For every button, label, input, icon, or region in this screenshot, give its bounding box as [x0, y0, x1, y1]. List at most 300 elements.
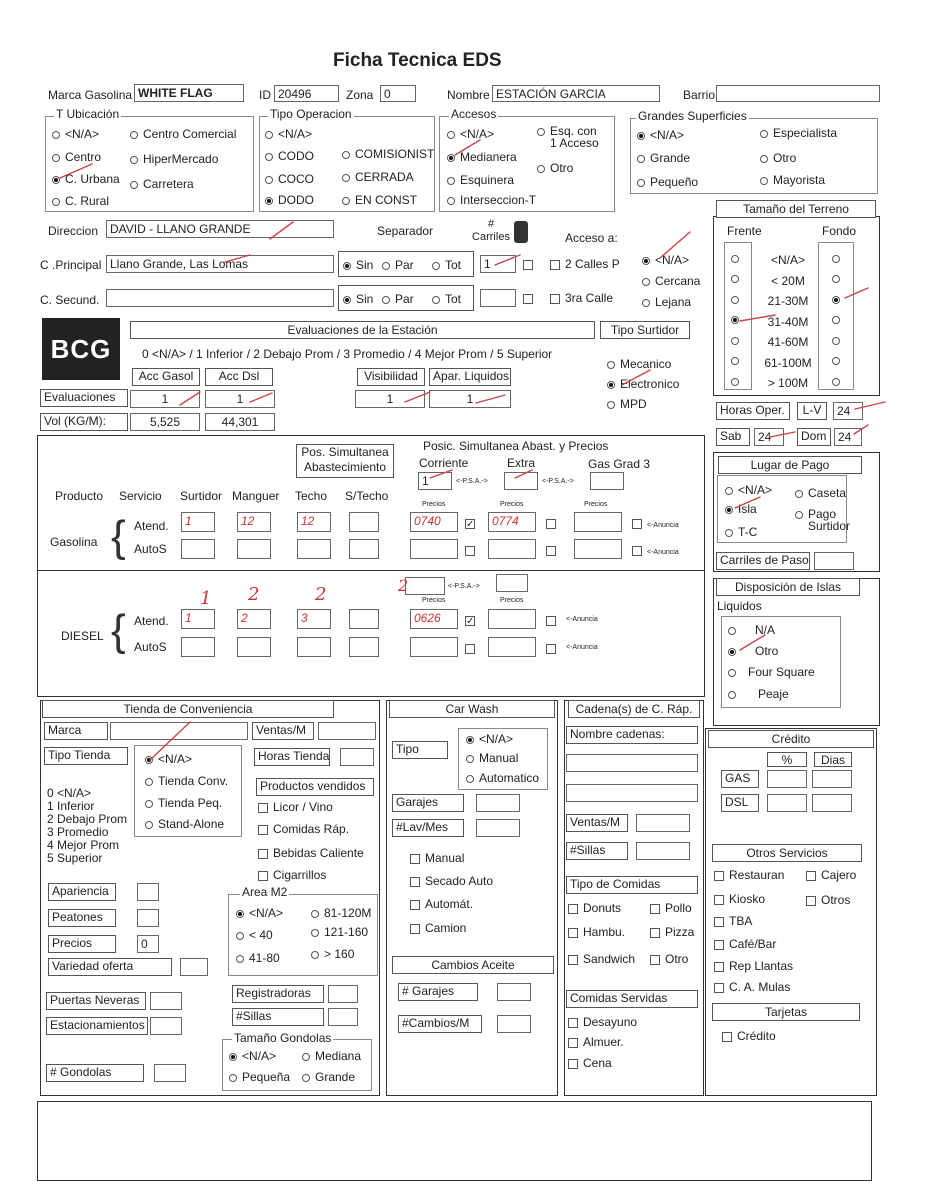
os-mulas[interactable]: C. A. Mulas — [714, 981, 790, 994]
price-check-2[interactable] — [546, 614, 561, 627]
cprincipal-label: C .Principal — [40, 258, 102, 272]
fuel-cell-2-0[interactable]: 1 — [181, 609, 215, 629]
checkbox-icon — [568, 1038, 578, 1048]
islas-peaje[interactable]: Peaje — [728, 688, 789, 701]
os-cajero[interactable]: Cajero — [806, 869, 856, 882]
cw-manual[interactable]: Manual — [466, 752, 518, 765]
acceso-na[interactable]: <N/A> — [642, 254, 689, 267]
radio-icon — [52, 198, 60, 206]
radio-icon — [302, 1074, 310, 1082]
tt-na[interactable]: <N/A> — [145, 753, 192, 766]
anuncia-label: <-Anuncia — [566, 616, 598, 623]
gond-pequena[interactable]: Pequeña — [229, 1071, 290, 1084]
fondo-radio-5[interactable] — [832, 355, 845, 368]
cambiosm-field[interactable] — [497, 1015, 531, 1033]
com-donuts[interactable]: Donuts — [568, 902, 621, 915]
bcg-logo: BCG — [42, 318, 120, 380]
price-check-1[interactable] — [465, 517, 480, 530]
fuel-cell-2-1[interactable]: 2 — [237, 609, 271, 629]
prod-bebidas[interactable]: Bebidas Caliente — [258, 847, 364, 860]
os-restauran[interactable]: Restauran — [714, 869, 784, 882]
gs-especialista[interactable]: Especialista — [760, 127, 837, 140]
fondo-radio-2[interactable] — [832, 293, 845, 306]
checkbox-icon — [410, 877, 420, 887]
ubic-centro-comercial[interactable]: Centro Comercial — [130, 128, 236, 141]
radio-icon — [130, 181, 138, 189]
estacionamientos-field[interactable] — [150, 1017, 182, 1035]
sab-label: Sab — [716, 428, 750, 446]
acceso-a-label: Acceso a: — [565, 231, 618, 245]
area-121[interactable]: 121-160 — [311, 926, 368, 939]
price-check-1[interactable] — [465, 544, 480, 557]
gas-label: GAS — [721, 770, 759, 788]
com-hambu[interactable]: Hambu. — [568, 926, 625, 939]
price-check-3[interactable]: <-Anuncia — [632, 517, 679, 530]
os-cafe[interactable]: Café/Bar — [714, 938, 776, 951]
acc-interseccion[interactable]: Interseccion-T — [447, 194, 536, 207]
price-field-1[interactable] — [410, 637, 458, 657]
price-check-2[interactable] — [546, 517, 561, 530]
zona-field[interactable]: 0 — [380, 85, 416, 102]
apar-field[interactable]: 1 — [429, 390, 511, 408]
radio-icon — [311, 951, 319, 959]
grandes-title: Grandes Superficies — [638, 109, 747, 123]
serv-almuer[interactable]: Almuer. — [568, 1036, 624, 1049]
radio-icon — [607, 361, 615, 369]
vol-gasol-field[interactable]: 5,525 — [130, 413, 200, 431]
price-field-2[interactable]: 0774 — [488, 512, 536, 532]
registradoras-field[interactable] — [328, 985, 358, 1003]
apariencia-label: Apariencia — [48, 883, 116, 901]
psa-2: <-P.S.A.-> — [542, 478, 574, 485]
checkbox-icon — [258, 803, 268, 813]
cs-carriles-field[interactable] — [480, 289, 516, 307]
fuel-cell-0-0[interactable]: 1 — [181, 512, 215, 532]
checkbox-icon — [546, 644, 556, 654]
serv-desayuno[interactable]: Desayuno — [568, 1016, 637, 1029]
islas-four-square[interactable]: Four Square — [728, 666, 815, 679]
os-tba[interactable]: TBA — [714, 915, 752, 928]
radio-icon — [130, 131, 138, 139]
fondo-radio-4[interactable] — [832, 334, 845, 347]
cadena-ventas-field[interactable] — [636, 814, 690, 832]
fondo-radio-3[interactable] — [832, 314, 845, 327]
frente-radio-1[interactable] — [731, 273, 744, 286]
area-160[interactable]: > 160 — [311, 948, 354, 961]
tt-peq[interactable]: Tienda Peq. — [145, 797, 222, 810]
area-81[interactable]: 81-120M — [311, 907, 371, 920]
oper-codo[interactable]: CODO — [265, 150, 314, 163]
checkbox-icon — [410, 854, 420, 864]
d-psa-val-field[interactable] — [405, 577, 445, 595]
cw-garajes-field[interactable] — [476, 794, 520, 812]
price-check-2[interactable] — [546, 642, 561, 655]
radio-icon — [795, 511, 803, 519]
radio-icon — [760, 155, 768, 163]
os-otros[interactable]: Otros — [806, 894, 850, 907]
checkbox-icon — [258, 871, 268, 881]
tt-conv[interactable]: Tienda Conv. — [145, 775, 228, 788]
gs-grande[interactable]: Grande — [637, 152, 690, 165]
radio-selected-icon — [607, 381, 615, 389]
price-check-2[interactable] — [546, 544, 561, 557]
acceso-cercana[interactable]: Cercana — [642, 275, 700, 288]
cp-2calles[interactable]: 2 Calles P — [550, 258, 620, 271]
fuel-cell-0-2[interactable]: 12 — [297, 512, 331, 532]
manguer-header: Manguer — [232, 489, 280, 503]
gond-mediana[interactable]: Mediana — [302, 1050, 361, 1063]
dsl-pct-field[interactable] — [767, 794, 807, 812]
prod-cigarrillos[interactable]: Cigarrillos — [258, 869, 326, 882]
fuel-cell-3-2[interactable] — [297, 637, 331, 657]
direccion-field[interactable]: DAVID - LLANO GRANDE — [106, 220, 334, 238]
fuel-cell-3-0[interactable] — [181, 637, 215, 657]
terreno-opt-label: 31-40M — [767, 314, 809, 329]
surt-electronico[interactable]: Electronico — [607, 378, 679, 391]
gondolas-label: # Gondolas — [46, 1064, 144, 1082]
radio-icon — [642, 278, 650, 286]
price-field-2[interactable] — [488, 609, 536, 629]
radio-icon — [607, 401, 615, 409]
radio-icon — [145, 778, 153, 786]
surt-mpd[interactable]: MPD — [607, 398, 647, 411]
marca-field[interactable]: WHITE FLAG — [134, 84, 244, 102]
radio-icon — [725, 487, 733, 495]
fondo-radio-6[interactable] — [832, 375, 845, 388]
traffic-light-icon — [514, 221, 528, 243]
d-precios-header-2: Precios — [500, 597, 524, 604]
checkbox-icon — [714, 983, 724, 993]
cadena-title: Cadena(s) de C. Ráp. — [568, 700, 700, 718]
acc-na[interactable]: <N/A> — [447, 128, 494, 141]
precios-field[interactable]: 0 — [137, 935, 159, 953]
sab-field[interactable]: 24 — [754, 428, 784, 446]
cw-chk-automat[interactable]: Automát. — [410, 898, 473, 911]
checkbox-icon — [650, 955, 660, 965]
fuel-cell-3-1[interactable] — [237, 637, 271, 657]
estacionamientos-label: Estacionamientos — [46, 1017, 148, 1035]
cw-na[interactable]: <N/A> — [466, 733, 513, 746]
acceso-lejana[interactable]: Lejana — [642, 296, 691, 309]
price-field-2[interactable] — [488, 637, 536, 657]
radio-selected-icon — [447, 154, 455, 162]
checkbox-icon — [714, 895, 724, 905]
fuel-cell-1-2[interactable] — [297, 539, 331, 559]
cs-check-1[interactable] — [523, 292, 538, 305]
islas-na[interactable]: N/A — [728, 624, 775, 637]
id-field[interactable]: 20496 — [274, 85, 339, 102]
radio-icon — [537, 128, 545, 136]
frente-radio-2[interactable] — [731, 293, 744, 306]
g-atend-label: Atend. — [134, 519, 169, 533]
carriles-label: # Carriles — [472, 218, 510, 243]
tt-standalone[interactable]: Stand-Alone — [145, 818, 224, 831]
fuel-cell-0-3[interactable] — [349, 512, 379, 532]
area-41[interactable]: 41-80 — [236, 952, 280, 965]
frente-radio-5[interactable] — [731, 355, 744, 368]
cs-3racalle[interactable]: 3ra Calle — [550, 292, 613, 305]
accesos-title: Accesos — [451, 107, 497, 121]
terreno-opt-label: 61-100M — [764, 355, 812, 370]
acc-medianera[interactable]: Medianera — [447, 151, 517, 164]
nombre-label: Nombre — [447, 88, 490, 102]
frente-radio-6[interactable] — [731, 375, 744, 388]
d-psa-field[interactable] — [496, 574, 528, 592]
cw-lavmes-field[interactable] — [476, 819, 520, 837]
cw-chk-camion[interactable]: Camion — [410, 922, 466, 935]
terreno-opt-label: 41-60M — [767, 335, 809, 349]
fuel-cell-1-3[interactable] — [349, 539, 379, 559]
cprincipal-field[interactable]: Llano Grande, Las Lomas — [106, 255, 334, 273]
price-field-2[interactable] — [488, 539, 536, 559]
radio-selected-icon — [343, 262, 351, 270]
radio-icon — [725, 529, 733, 537]
radio-icon — [130, 156, 138, 164]
cp-tot[interactable]: Tot — [432, 259, 461, 272]
notes-area[interactable] — [37, 1101, 872, 1181]
cs-sin[interactable]: Sin — [343, 293, 373, 306]
price-field-1[interactable]: 0740 — [410, 512, 458, 532]
tienda-ventas-field[interactable] — [318, 722, 376, 740]
oper-na[interactable]: <N/A> — [265, 128, 312, 141]
checkbox-icon — [714, 962, 724, 972]
frente-radio-4[interactable] — [731, 334, 744, 347]
price-field-3[interactable] — [574, 539, 622, 559]
acc-gasol-field[interactable]: 1 — [130, 390, 200, 408]
marca-label: Marca Gasolina — [48, 88, 133, 102]
extra-field[interactable] — [504, 472, 538, 490]
cp-check-1[interactable] — [523, 258, 538, 271]
cs-tot[interactable]: Tot — [432, 293, 461, 306]
horas-tienda-label: Horas Tienda — [254, 748, 330, 766]
fuel-cell-3-3[interactable] — [349, 637, 379, 657]
diesel-label: DIESEL — [61, 629, 104, 643]
d-atend-label: Atend. — [134, 614, 169, 628]
vol-dsl-field[interactable]: 44,301 — [205, 413, 275, 431]
radio-icon — [447, 177, 455, 185]
surtidor-header: Surtidor — [180, 489, 223, 503]
prod-licor[interactable]: Licor / Vino — [258, 801, 333, 814]
radio-icon — [832, 296, 840, 304]
radio-icon — [637, 155, 645, 163]
checkbox-icon: ✓ — [466, 615, 475, 627]
vol-label: Vol (KG/M): — [40, 413, 128, 431]
checkbox-icon — [650, 904, 660, 914]
servidas-label: Comidas Servidas — [566, 990, 698, 1008]
os-rep-llantas[interactable]: Rep Llantas — [714, 960, 793, 973]
radio-selected-icon — [52, 176, 60, 184]
radio-icon — [265, 131, 273, 139]
fuel-cell-2-3[interactable] — [349, 609, 379, 629]
price-field-3[interactable] — [574, 512, 622, 532]
com-sandwich[interactable]: Sandwich — [568, 953, 635, 966]
tienda-marca-field[interactable] — [110, 722, 248, 740]
ubic-centro[interactable]: Centro — [52, 151, 101, 164]
d-precios-header-1: Precios — [422, 597, 446, 604]
cp-par[interactable]: Par — [382, 259, 414, 272]
acc-otro[interactable]: Otro — [537, 162, 573, 175]
gs-otro[interactable]: Otro — [760, 152, 796, 165]
islas-otro[interactable]: Otro — [728, 645, 778, 658]
carwash-title: Car Wash — [389, 700, 555, 718]
fuel-cell-2-2[interactable]: 3 — [297, 609, 331, 629]
checkbox-icon — [568, 928, 578, 938]
ubic-na[interactable]: <N/A> — [52, 128, 99, 141]
lv-label: L-V — [797, 402, 827, 420]
pago-na[interactable]: <N/A> — [725, 484, 772, 497]
barrio-field[interactable] — [716, 85, 880, 102]
fondo-radio-0[interactable] — [832, 252, 845, 265]
horas-tienda-field[interactable] — [340, 748, 374, 766]
area-40[interactable]: < 40 — [236, 929, 273, 942]
radio-icon — [637, 179, 645, 187]
csecund-field[interactable] — [106, 289, 334, 307]
gas-dias-field[interactable] — [812, 770, 852, 788]
horas-label: Horas Oper. — [716, 402, 790, 420]
acc-gasol-label: Acc Gasol — [132, 368, 200, 386]
gas-pct-field[interactable] — [767, 770, 807, 788]
peatones-field[interactable] — [137, 909, 159, 927]
nombre-field[interactable]: ESTACIÓN GARCIA — [492, 85, 660, 102]
gs-mayorista[interactable]: Mayorista — [760, 174, 825, 187]
oper-en-const[interactable]: EN CONST — [342, 194, 417, 207]
gs-na[interactable]: <N/A> — [637, 129, 684, 142]
ubic-hipermercado[interactable]: HiperMercado — [130, 153, 218, 166]
frente-radio-0[interactable] — [731, 252, 744, 265]
radio-selected-icon — [728, 648, 736, 656]
corriente-field[interactable]: 1 — [418, 472, 452, 490]
tienda-sillas-label: #Sillas — [232, 1008, 324, 1026]
cw-chk-secado[interactable]: Secado Auto — [410, 875, 493, 888]
scale-list: 0 <N/A> 1 Inferior 2 Debajo Prom 3 Promedio 4 Mejor Prom 5 Superior — [47, 786, 128, 865]
os-kiosko[interactable]: Kiosko — [714, 893, 765, 906]
pago-caseta[interactable]: Caseta — [795, 487, 846, 500]
checkbox-icon — [523, 294, 533, 304]
cs-par[interactable]: Par — [382, 293, 414, 306]
fondo-radio-1[interactable] — [832, 273, 845, 286]
pago-isla[interactable]: Isla — [725, 503, 757, 516]
pago-surtidor[interactable]: Pago Surtidor — [795, 508, 852, 532]
tienda-sillas-field[interactable] — [328, 1008, 358, 1026]
hw-note-1: 1 — [200, 588, 212, 609]
checkbox-icon — [650, 928, 660, 938]
com-pollo[interactable]: Pollo — [650, 902, 692, 915]
oper-cerrada[interactable]: CERRADA — [342, 171, 414, 184]
price-check-3[interactable]: <-Anuncia — [632, 544, 679, 557]
lv-field[interactable]: 24 — [833, 402, 863, 420]
cambios-garajes-field[interactable] — [497, 983, 531, 1001]
price-check-1[interactable] — [465, 642, 480, 655]
radio-icon — [731, 357, 739, 365]
acc-esquinera[interactable]: Esquinera — [447, 174, 514, 187]
radio-icon — [832, 337, 840, 345]
checkbox-icon — [546, 616, 556, 626]
radio-icon — [382, 296, 390, 304]
eval-scale: 0 <N/A> / 1 Inferior / 2 Debajo Prom / 3 Promedio / 4 Mejor Prom / 5 Superior — [142, 347, 553, 361]
checkbox-icon — [550, 294, 560, 304]
com-otro[interactable]: Otro — [650, 953, 688, 966]
cp-sin[interactable]: Sin — [343, 259, 373, 272]
ubic-c-rural[interactable]: C. Rural — [52, 195, 109, 208]
cadenas-field-2[interactable] — [566, 784, 698, 802]
techo-header: Techo — [295, 489, 328, 503]
price-check-1[interactable] — [465, 614, 480, 627]
radio-icon — [229, 1074, 237, 1082]
radio-icon — [728, 691, 736, 699]
frente-radio-3[interactable] — [731, 314, 744, 327]
gs-pequeno[interactable]: Pequeño — [637, 176, 698, 189]
gas-grad-field[interactable] — [590, 472, 624, 490]
acc-dsl-label: Acc Dsl — [205, 368, 273, 386]
oper-dodo[interactable]: DODO — [265, 194, 314, 207]
tarj-credito[interactable]: Crédito — [722, 1030, 776, 1043]
dsl-dias-field[interactable] — [812, 794, 852, 812]
price-field-1[interactable] — [410, 539, 458, 559]
radio-icon — [832, 275, 840, 283]
gond-na[interactable]: <N/A> — [229, 1050, 276, 1063]
ubic-c-urbana[interactable]: C. Urbana — [52, 173, 120, 186]
area-na[interactable]: <N/A> — [236, 907, 283, 920]
puertas-field[interactable] — [150, 992, 182, 1010]
price-field-1[interactable]: 0626 — [410, 609, 458, 629]
checkbox-icon — [410, 900, 420, 910]
carriles-paso-label: Carriles de Paso — [716, 552, 810, 570]
terreno-opt-label: < 20M — [771, 273, 805, 288]
gondolas-field[interactable] — [154, 1064, 186, 1082]
radio-icon — [760, 130, 768, 138]
checkbox-icon — [806, 896, 816, 906]
radio-icon — [731, 275, 739, 283]
dom-field[interactable]: 24 — [834, 428, 862, 446]
cp-carriles-field[interactable]: 1 — [480, 255, 516, 273]
visibilidad-field[interactable]: 1 — [355, 390, 425, 408]
serv-cena[interactable]: Cena — [568, 1057, 612, 1070]
ubic-carretera[interactable]: Carretera — [130, 178, 194, 191]
islas-title: Disposición de Islas — [716, 578, 860, 596]
productos-label: Productos vendidos — [256, 778, 374, 796]
oper-comisionist[interactable]: COMISIONIST — [342, 148, 434, 161]
acc-esq[interactable]: Esq. con 1 Acceso — [537, 125, 604, 149]
fuel-cell-0-1[interactable]: 12 — [237, 512, 271, 532]
gond-grande[interactable]: Grande — [302, 1071, 355, 1084]
cw-chk-manual[interactable]: Manual — [410, 852, 464, 865]
fuel-cell-1-1[interactable] — [237, 539, 271, 559]
radio-icon — [731, 337, 739, 345]
oper-coco[interactable]: COCO — [265, 173, 314, 186]
cadena-ventas-label: Ventas/M — [566, 814, 628, 832]
radio-icon — [832, 378, 840, 386]
radio-icon — [731, 378, 739, 386]
apariencia-field[interactable] — [137, 883, 159, 901]
fuel-cell-1-0[interactable] — [181, 539, 215, 559]
pago-tc[interactable]: T-C — [725, 526, 757, 539]
radio-icon — [145, 800, 153, 808]
cadenas-field-1[interactable] — [566, 754, 698, 772]
ubicacion-title: T Ubicación — [56, 107, 120, 121]
acc-dsl-field[interactable]: 1 — [205, 390, 275, 408]
com-pizza[interactable]: Pizza — [650, 926, 694, 939]
radio-icon — [760, 177, 768, 185]
prod-comidas[interactable]: Comidas Ráp. — [258, 823, 349, 836]
checkbox-icon — [632, 519, 642, 529]
pago-title: Lugar de Pago — [718, 456, 862, 474]
checkbox-icon — [258, 825, 268, 835]
cadena-sillas-field[interactable] — [636, 842, 690, 860]
surt-mecanico[interactable]: Mecanico — [607, 358, 671, 371]
cw-automatico[interactable]: Automatico — [466, 772, 539, 785]
variedad-field[interactable] — [180, 958, 208, 976]
carriles-paso-field[interactable] — [814, 552, 854, 570]
